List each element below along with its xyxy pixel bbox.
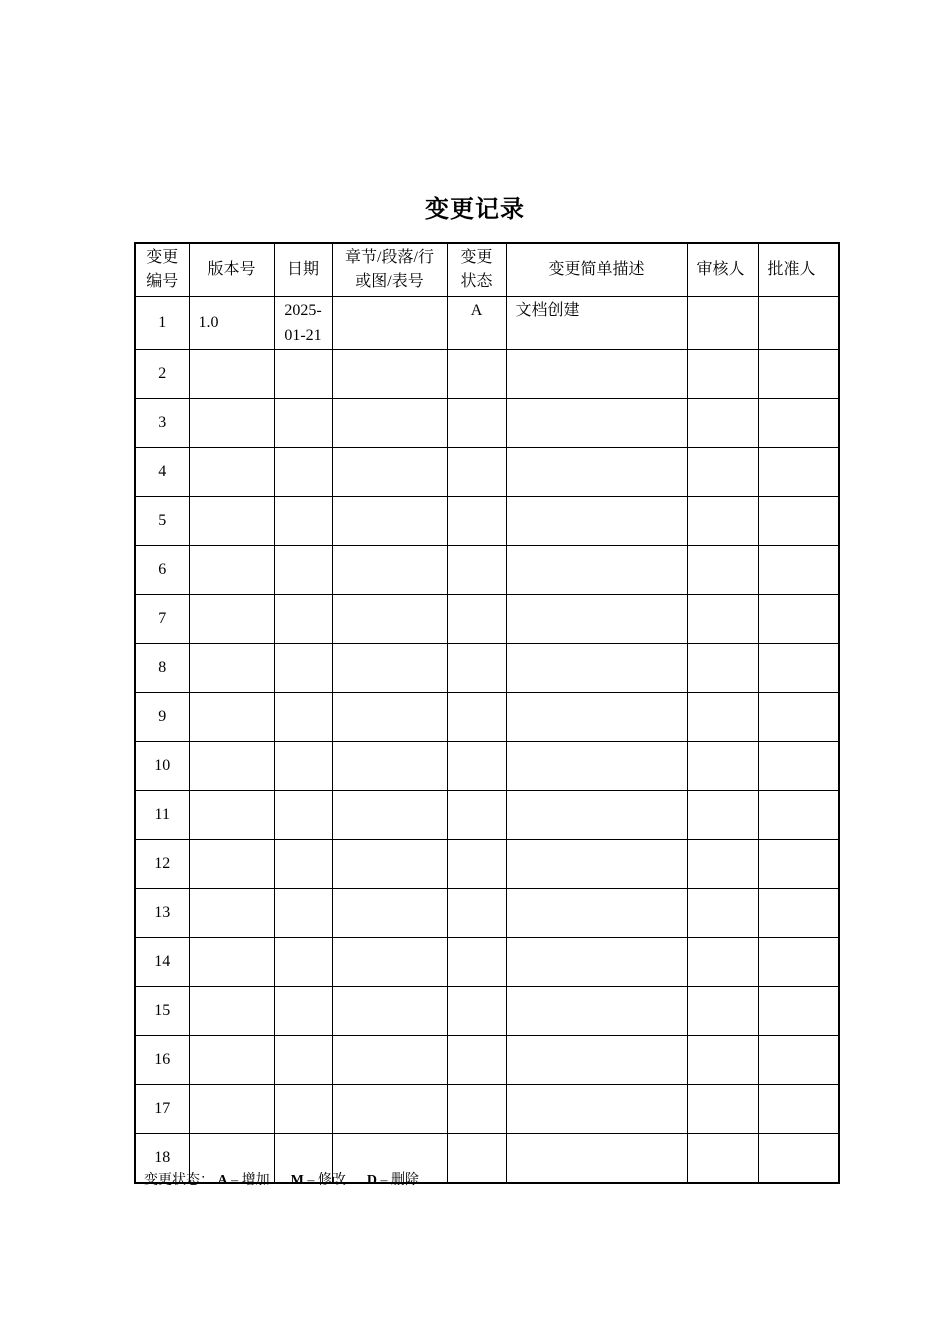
cell-reviewer: [687, 1085, 758, 1134]
cell-section: [332, 791, 447, 840]
cell-status: [447, 595, 506, 644]
cell-section: [332, 840, 447, 889]
legend-label-modify: 修改: [317, 1173, 346, 1188]
cell-section: [332, 1085, 447, 1134]
cell-reviewer: [687, 399, 758, 448]
cell-version: [189, 644, 274, 693]
header-approver: 批准人: [758, 243, 839, 297]
status-legend: [144, 1171, 419, 1191]
cell-change-no: 15: [135, 987, 189, 1036]
table-row: [135, 791, 839, 840]
cell-change-no: 11: [135, 791, 189, 840]
cell-description: [506, 693, 687, 742]
cell-section: [332, 297, 447, 350]
cell-description: [506, 889, 687, 938]
cell-date: [274, 546, 332, 595]
cell-change-no: 12: [135, 840, 189, 889]
cell-reviewer: [687, 497, 758, 546]
cell-version: [189, 840, 274, 889]
cell-version: [189, 350, 274, 399]
cell-status: [447, 448, 506, 497]
cell-version: [189, 497, 274, 546]
legend-code-add: A: [217, 1173, 228, 1188]
cell-section: [332, 448, 447, 497]
cell-change-no: 4: [135, 448, 189, 497]
cell-approver: [758, 938, 839, 987]
cell-description: [506, 448, 687, 497]
cell-date: [274, 1085, 332, 1134]
cell-date: [274, 840, 332, 889]
cell-reviewer: [687, 1134, 758, 1184]
table-row: [135, 399, 839, 448]
cell-description: [506, 742, 687, 791]
cell-status: [447, 546, 506, 595]
table-header-row: [135, 243, 839, 297]
page-title: 变更记录: [425, 195, 525, 223]
table-row: [135, 297, 839, 350]
cell-change-no: 5: [135, 497, 189, 546]
cell-status: [447, 1134, 506, 1184]
cell-reviewer: [687, 742, 758, 791]
cell-date: [274, 742, 332, 791]
table-row: [135, 987, 839, 1036]
header-change-no-line2: 编号: [146, 273, 179, 290]
header-version: 版本号: [189, 243, 274, 297]
cell-status: [447, 497, 506, 546]
cell-approver: [758, 742, 839, 791]
cell-section: [332, 350, 447, 399]
cell-date: [274, 889, 332, 938]
cell-section: [332, 497, 447, 546]
header-status: [447, 243, 506, 297]
legend-label-add: 增加: [241, 1173, 270, 1188]
cell-change-no: 8: [135, 644, 189, 693]
cell-date: [274, 1036, 332, 1085]
legend-code-modify: M: [290, 1173, 304, 1188]
cell-section: [332, 595, 447, 644]
cell-change-no: 18: [135, 1134, 189, 1184]
cell-status: [447, 1085, 506, 1134]
cell-version: [189, 987, 274, 1036]
cell-date: [274, 644, 332, 693]
cell-approver: [758, 1085, 839, 1134]
cell-approver: [758, 987, 839, 1036]
header-date: 日期: [274, 243, 332, 297]
cell-date: [274, 938, 332, 987]
cell-date: [274, 497, 332, 546]
table-row: [135, 595, 839, 644]
table-row: [135, 889, 839, 938]
legend-prefix: 变更状态：: [144, 1173, 214, 1188]
cell-status: [447, 889, 506, 938]
cell-approver: [758, 1134, 839, 1184]
table-row: [135, 1085, 839, 1134]
cell-reviewer: [687, 889, 758, 938]
cell-description: [506, 644, 687, 693]
cell-approver: [758, 350, 839, 399]
header-description: 变更简单描述: [506, 243, 687, 297]
cell-date: [274, 297, 332, 350]
cell-status: [447, 1036, 506, 1085]
cell-status: [447, 350, 506, 399]
cell-reviewer: [687, 644, 758, 693]
cell-description: [506, 595, 687, 644]
cell-reviewer: [687, 840, 758, 889]
legend-sep-modify: –: [303, 1173, 318, 1188]
cell-reviewer: [687, 595, 758, 644]
cell-change-no: 10: [135, 742, 189, 791]
cell-description: [506, 497, 687, 546]
cell-date: [274, 595, 332, 644]
cell-version: [189, 1085, 274, 1134]
cell-reviewer: [687, 350, 758, 399]
cell-reviewer: [687, 546, 758, 595]
cell-change-no: 2: [135, 350, 189, 399]
cell-status: [447, 791, 506, 840]
cell-version: [189, 742, 274, 791]
cell-change-no: 17: [135, 1085, 189, 1134]
cell-reviewer: [687, 938, 758, 987]
cell-description: [506, 1085, 687, 1134]
table-row: [135, 497, 839, 546]
cell-date: [274, 693, 332, 742]
header-status-line1: 变更: [460, 249, 493, 266]
cell-version: 1.0: [189, 297, 274, 350]
cell-section: [332, 693, 447, 742]
cell-change-no: 7: [135, 595, 189, 644]
cell-version: [189, 399, 274, 448]
table-row: [135, 350, 839, 399]
legend-label-delete: 删除: [390, 1173, 419, 1188]
cell-version: [189, 889, 274, 938]
table-row: [135, 742, 839, 791]
header-reviewer: 审核人: [687, 243, 758, 297]
cell-change-no: 6: [135, 546, 189, 595]
header-change-no-line1: 变更: [146, 249, 179, 266]
cell-section: [332, 1036, 447, 1085]
cell-approver: [758, 297, 839, 350]
cell-reviewer: [687, 297, 758, 350]
header-section: [332, 243, 447, 297]
cell-date: [274, 987, 332, 1036]
cell-version: [189, 693, 274, 742]
cell-version: [189, 791, 274, 840]
cell-change-no: 14: [135, 938, 189, 987]
cell-change-no: 3: [135, 399, 189, 448]
cell-status: [447, 938, 506, 987]
cell-status: A: [447, 297, 506, 350]
header-status-line2: 状态: [460, 273, 493, 290]
table-row: [135, 644, 839, 693]
cell-date: [274, 350, 332, 399]
cell-approver: [758, 840, 839, 889]
cell-status: [447, 987, 506, 1036]
cell-date: [274, 399, 332, 448]
cell-description: [506, 399, 687, 448]
cell-section: [332, 644, 447, 693]
table-row: [135, 448, 839, 497]
cell-change-no: 13: [135, 889, 189, 938]
cell-description: [506, 938, 687, 987]
legend-sep-add: –: [227, 1173, 242, 1188]
cell-approver: [758, 497, 839, 546]
cell-reviewer: [687, 448, 758, 497]
cell-version: [189, 546, 274, 595]
cell-version: [189, 595, 274, 644]
cell-reviewer: [687, 1036, 758, 1085]
cell-approver: [758, 1036, 839, 1085]
cell-version: [189, 938, 274, 987]
cell-section: [332, 938, 447, 987]
table-row: [135, 693, 839, 742]
cell-approver: [758, 644, 839, 693]
table-row: [135, 840, 839, 889]
cell-description: [506, 987, 687, 1036]
cell-reviewer: [687, 987, 758, 1036]
cell-status: [447, 840, 506, 889]
header-section-line1: 章节/段落/行: [345, 249, 434, 266]
cell-description: 文档创建: [506, 297, 687, 350]
legend-sep-delete: –: [376, 1173, 391, 1188]
cell-date: [274, 791, 332, 840]
cell-status: [447, 742, 506, 791]
cell-description: [506, 350, 687, 399]
cell-approver: [758, 791, 839, 840]
cell-date-line: 01-21: [284, 327, 322, 344]
cell-status: [447, 644, 506, 693]
table-row: [135, 546, 839, 595]
cell-status: [447, 693, 506, 742]
cell-status: [447, 399, 506, 448]
table-body: [135, 297, 839, 1184]
cell-change-no: 9: [135, 693, 189, 742]
cell-approver: [758, 399, 839, 448]
cell-approver: [758, 448, 839, 497]
cell-date: [274, 448, 332, 497]
cell-change-no: 16: [135, 1036, 189, 1085]
cell-section: [332, 889, 447, 938]
cell-approver: [758, 595, 839, 644]
cell-date-line: 2025-: [284, 302, 322, 319]
cell-section: [332, 987, 447, 1036]
cell-approver: [758, 546, 839, 595]
change-record-table: [134, 242, 840, 1184]
cell-section: [332, 742, 447, 791]
cell-section: [332, 399, 447, 448]
legend-code-delete: D: [366, 1173, 377, 1188]
cell-version: [189, 448, 274, 497]
cell-description: [506, 546, 687, 595]
table-row: [135, 938, 839, 987]
cell-section: [332, 546, 447, 595]
cell-reviewer: [687, 693, 758, 742]
table-row: [135, 1036, 839, 1085]
cell-version: [189, 1036, 274, 1085]
header-section-line2: 或图/表号: [355, 273, 424, 290]
header-change-no: [135, 243, 189, 297]
cell-approver: [758, 693, 839, 742]
cell-reviewer: [687, 791, 758, 840]
cell-change-no: 1: [135, 297, 189, 350]
cell-description: [506, 791, 687, 840]
cell-description: [506, 1036, 687, 1085]
cell-approver: [758, 889, 839, 938]
cell-description: [506, 1134, 687, 1184]
cell-description: [506, 840, 687, 889]
